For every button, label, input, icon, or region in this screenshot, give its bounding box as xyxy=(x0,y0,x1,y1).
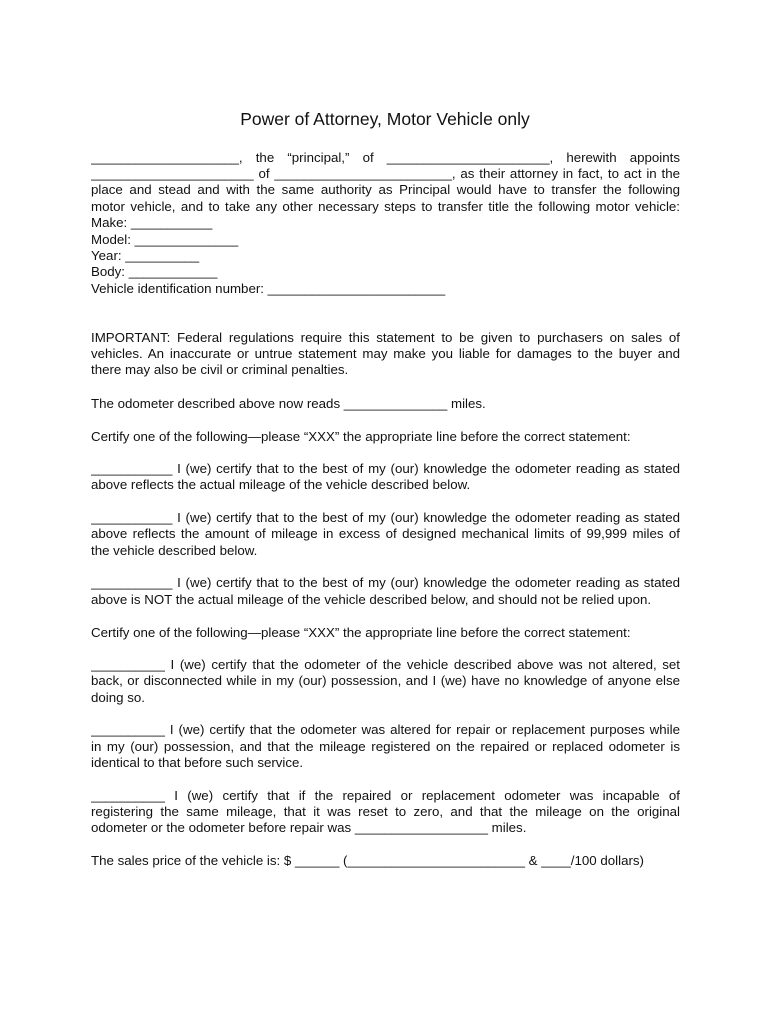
certify-heading: Certify one of the following—please “XXX” the appropriate line before the correct statement: xyxy=(91,429,631,444)
document-title: Power of Attorney, Motor Vehicle only xyxy=(240,109,530,129)
text-line: IMPORTANT: Federal regulations require this statement to be given to purchasers on sales of xyxy=(91,330,680,345)
text-line: identical to that before such service. xyxy=(91,755,304,770)
text-line: odometer or the odometer before repair was __________________ miles. xyxy=(91,820,527,835)
text-line: above reflects the amount of mileage in excess of designed mechanical limits of 99,999 miles of xyxy=(91,526,680,541)
model-line: Model: ______________ xyxy=(91,232,239,247)
text-line: registering the same mileage, that it was reset to zero, and that the mileage on the original xyxy=(91,804,680,819)
vin-line: Vehicle identification number: ________________________ xyxy=(91,281,446,296)
text-line: __________ I (we) certify that if the repaired or replacement odometer was incapable of xyxy=(91,788,680,803)
text-line: __________ I (we) certify that the odometer of the vehicle described above was not altered, set xyxy=(91,657,680,672)
body-line: Body: ____________ xyxy=(91,264,218,279)
text-line: the vehicle described below. xyxy=(91,543,258,558)
text-line: ____________________, the “principal,” of ______________________, herewith appoints xyxy=(91,150,680,165)
text-line: ___________ I (we) certify that to the best of my (our) knowledge the odometer reading as stated xyxy=(91,461,680,476)
text-line: back, or disconnected while in my (our) possession, and I (we) have no knowledge of anyone else xyxy=(91,673,680,688)
text-line: __________ I (we) certify that the odometer was altered for repair or replacement purposes while xyxy=(91,722,680,737)
text-line: ___________ I (we) certify that to the best of my (our) knowledge the odometer reading as stated xyxy=(91,510,680,525)
text-line: above reflects the actual mileage of the vehicle described below. xyxy=(91,477,471,492)
text-line: in my (our) possession, and that the mileage registered on the repaired or replaced odometer is xyxy=(91,739,680,754)
text-line: above is NOT the actual mileage of the vehicle described below, and should not be relied upon. xyxy=(91,592,652,607)
certify-heading: Certify one of the following—please “XXX” the appropriate line before the correct statement: xyxy=(91,625,631,640)
text-line: place and stead and with the same authority as Principal would have to transfer the following xyxy=(91,182,680,197)
text-line: there may also be civil or criminal penalties. xyxy=(91,362,349,377)
odometer-line: The odometer described above now reads ______________ miles. xyxy=(91,396,486,411)
text-line: motor vehicle, and to take any other necessary steps to transfer title the following motor vehicle: xyxy=(91,199,680,214)
text-line: vehicles. An inaccurate or untrue statement may make you liable for damages to the buyer and xyxy=(91,346,680,361)
text-line: ______________________ of ________________________, as their attorney in fact, to act in the xyxy=(91,166,680,181)
year-line: Year: __________ xyxy=(91,248,200,263)
make-line: Make: ___________ xyxy=(91,215,213,230)
text-line: doing so. xyxy=(91,690,145,705)
sales-price-line: The sales price of the vehicle is: $ ______ (________________________ & ____/100 dollars) xyxy=(91,853,644,868)
text-line: ___________ I (we) certify that to the best of my (our) knowledge the odometer reading as stated xyxy=(91,575,680,590)
